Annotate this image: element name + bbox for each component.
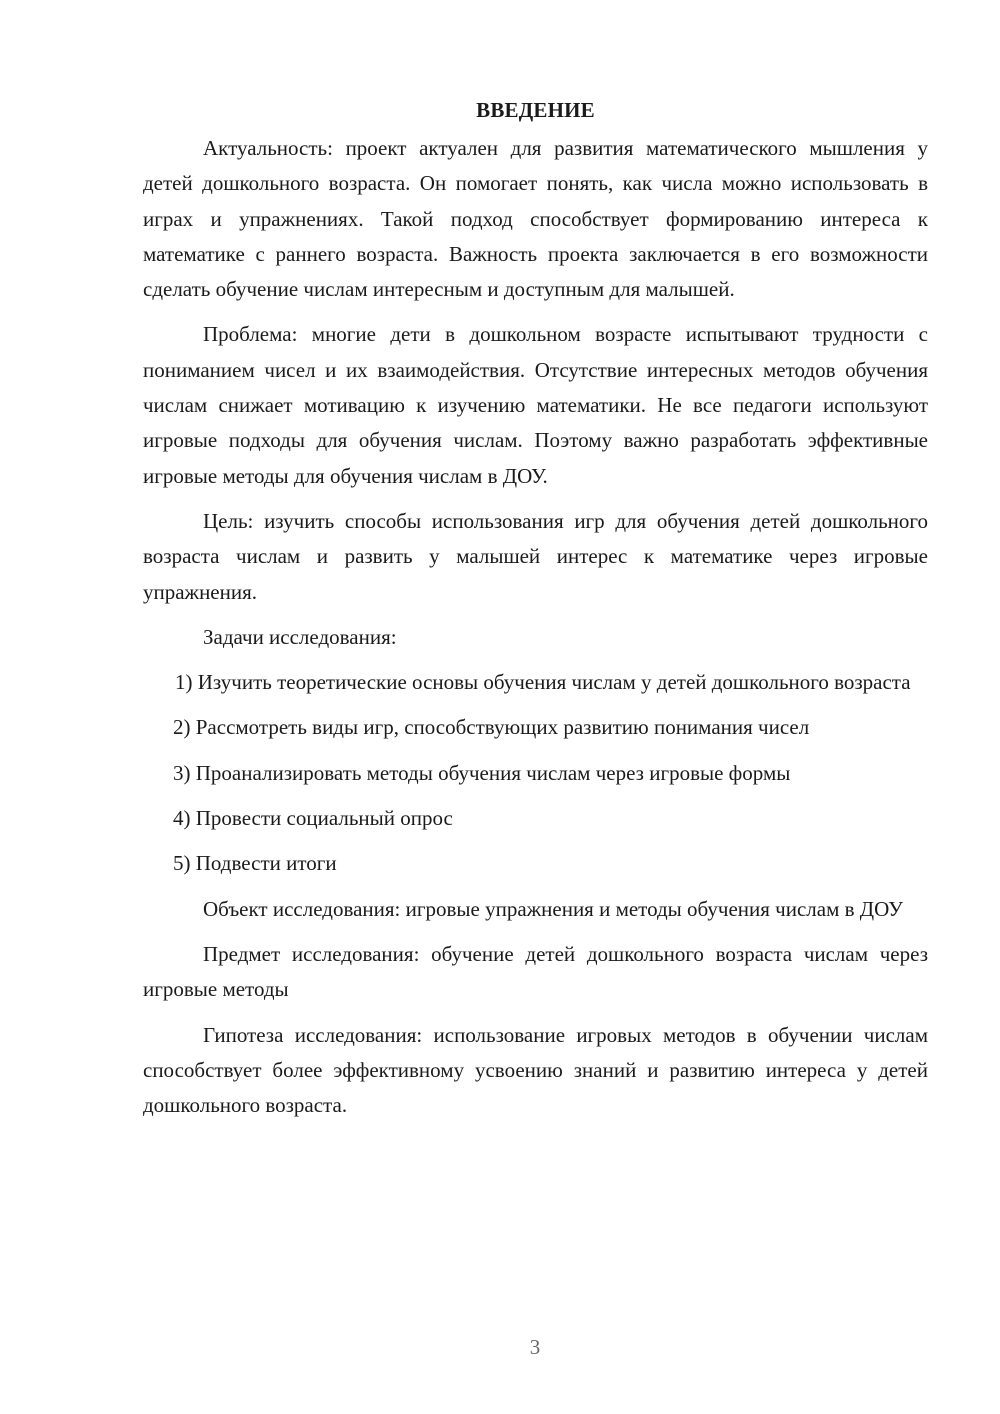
paragraph-hypothesis: Гипотеза исследования: использование игровых методов в обучении числам способствует более эффективному усвоению знаний и развитию интереса у детей дошкольного возраста. [143,1022,928,1118]
list-item: 1) Изучить теоретические основы обучения числам у детей дошкольного возраста [175,670,911,695]
paragraph-object: Объект исследования: игровые упражнения и методы обучения числам в ДОУ [203,896,903,921]
tasks-heading: Задачи исследования: [203,624,397,649]
list-item: 5) Подвести итоги [173,851,337,876]
paragraph-problem: Проблема: многие дети в дошкольном возрасте испытывают трудности с пониманием чисел и их взаимодействия. Отсутствие интересных методов обучения числам снижает мотивацию к изучению математики. Не все педагоги используют игровые подходы для обучения числам. Поэтому важно разработать эффективные игровые методы для обучения числам в ДОУ. [143,322,928,488]
list-item: 4) Провести социальный опрос [173,806,453,831]
page-title: ВВЕДЕНИЕ [476,98,595,122]
paragraph-relevance: Актуальность: проект актуален для развития математического мышления у детей дошкольного возраста. Он помогает понять, как числа можно использовать в играх и упражнениях. Такой подход способствует формированию интереса к математике с раннего возраста. Важность проекта заключается в его возможности сделать обучение числам интересным и доступным для малышей. [143,136,928,302]
page-number: 3 [529,1335,541,1359]
list-item: 2) Рассмотреть виды игр, способствующих развитию понимания чисел [173,715,810,740]
tasks-list [143,665,928,881]
paragraph-subject: Предмет исследования: обучение детей дошкольного возраста числам через игровые методы [143,941,928,1002]
list-item: 3) Проанализировать методы обучения числам через игровые формы [173,760,791,785]
paragraph-goal: Цель: изучить способы использования игр для обучения детей дошкольного возраста числам и развить у малышей интерес к математике через игровые упражнения. [143,508,928,604]
document-body [143,93,928,1123]
